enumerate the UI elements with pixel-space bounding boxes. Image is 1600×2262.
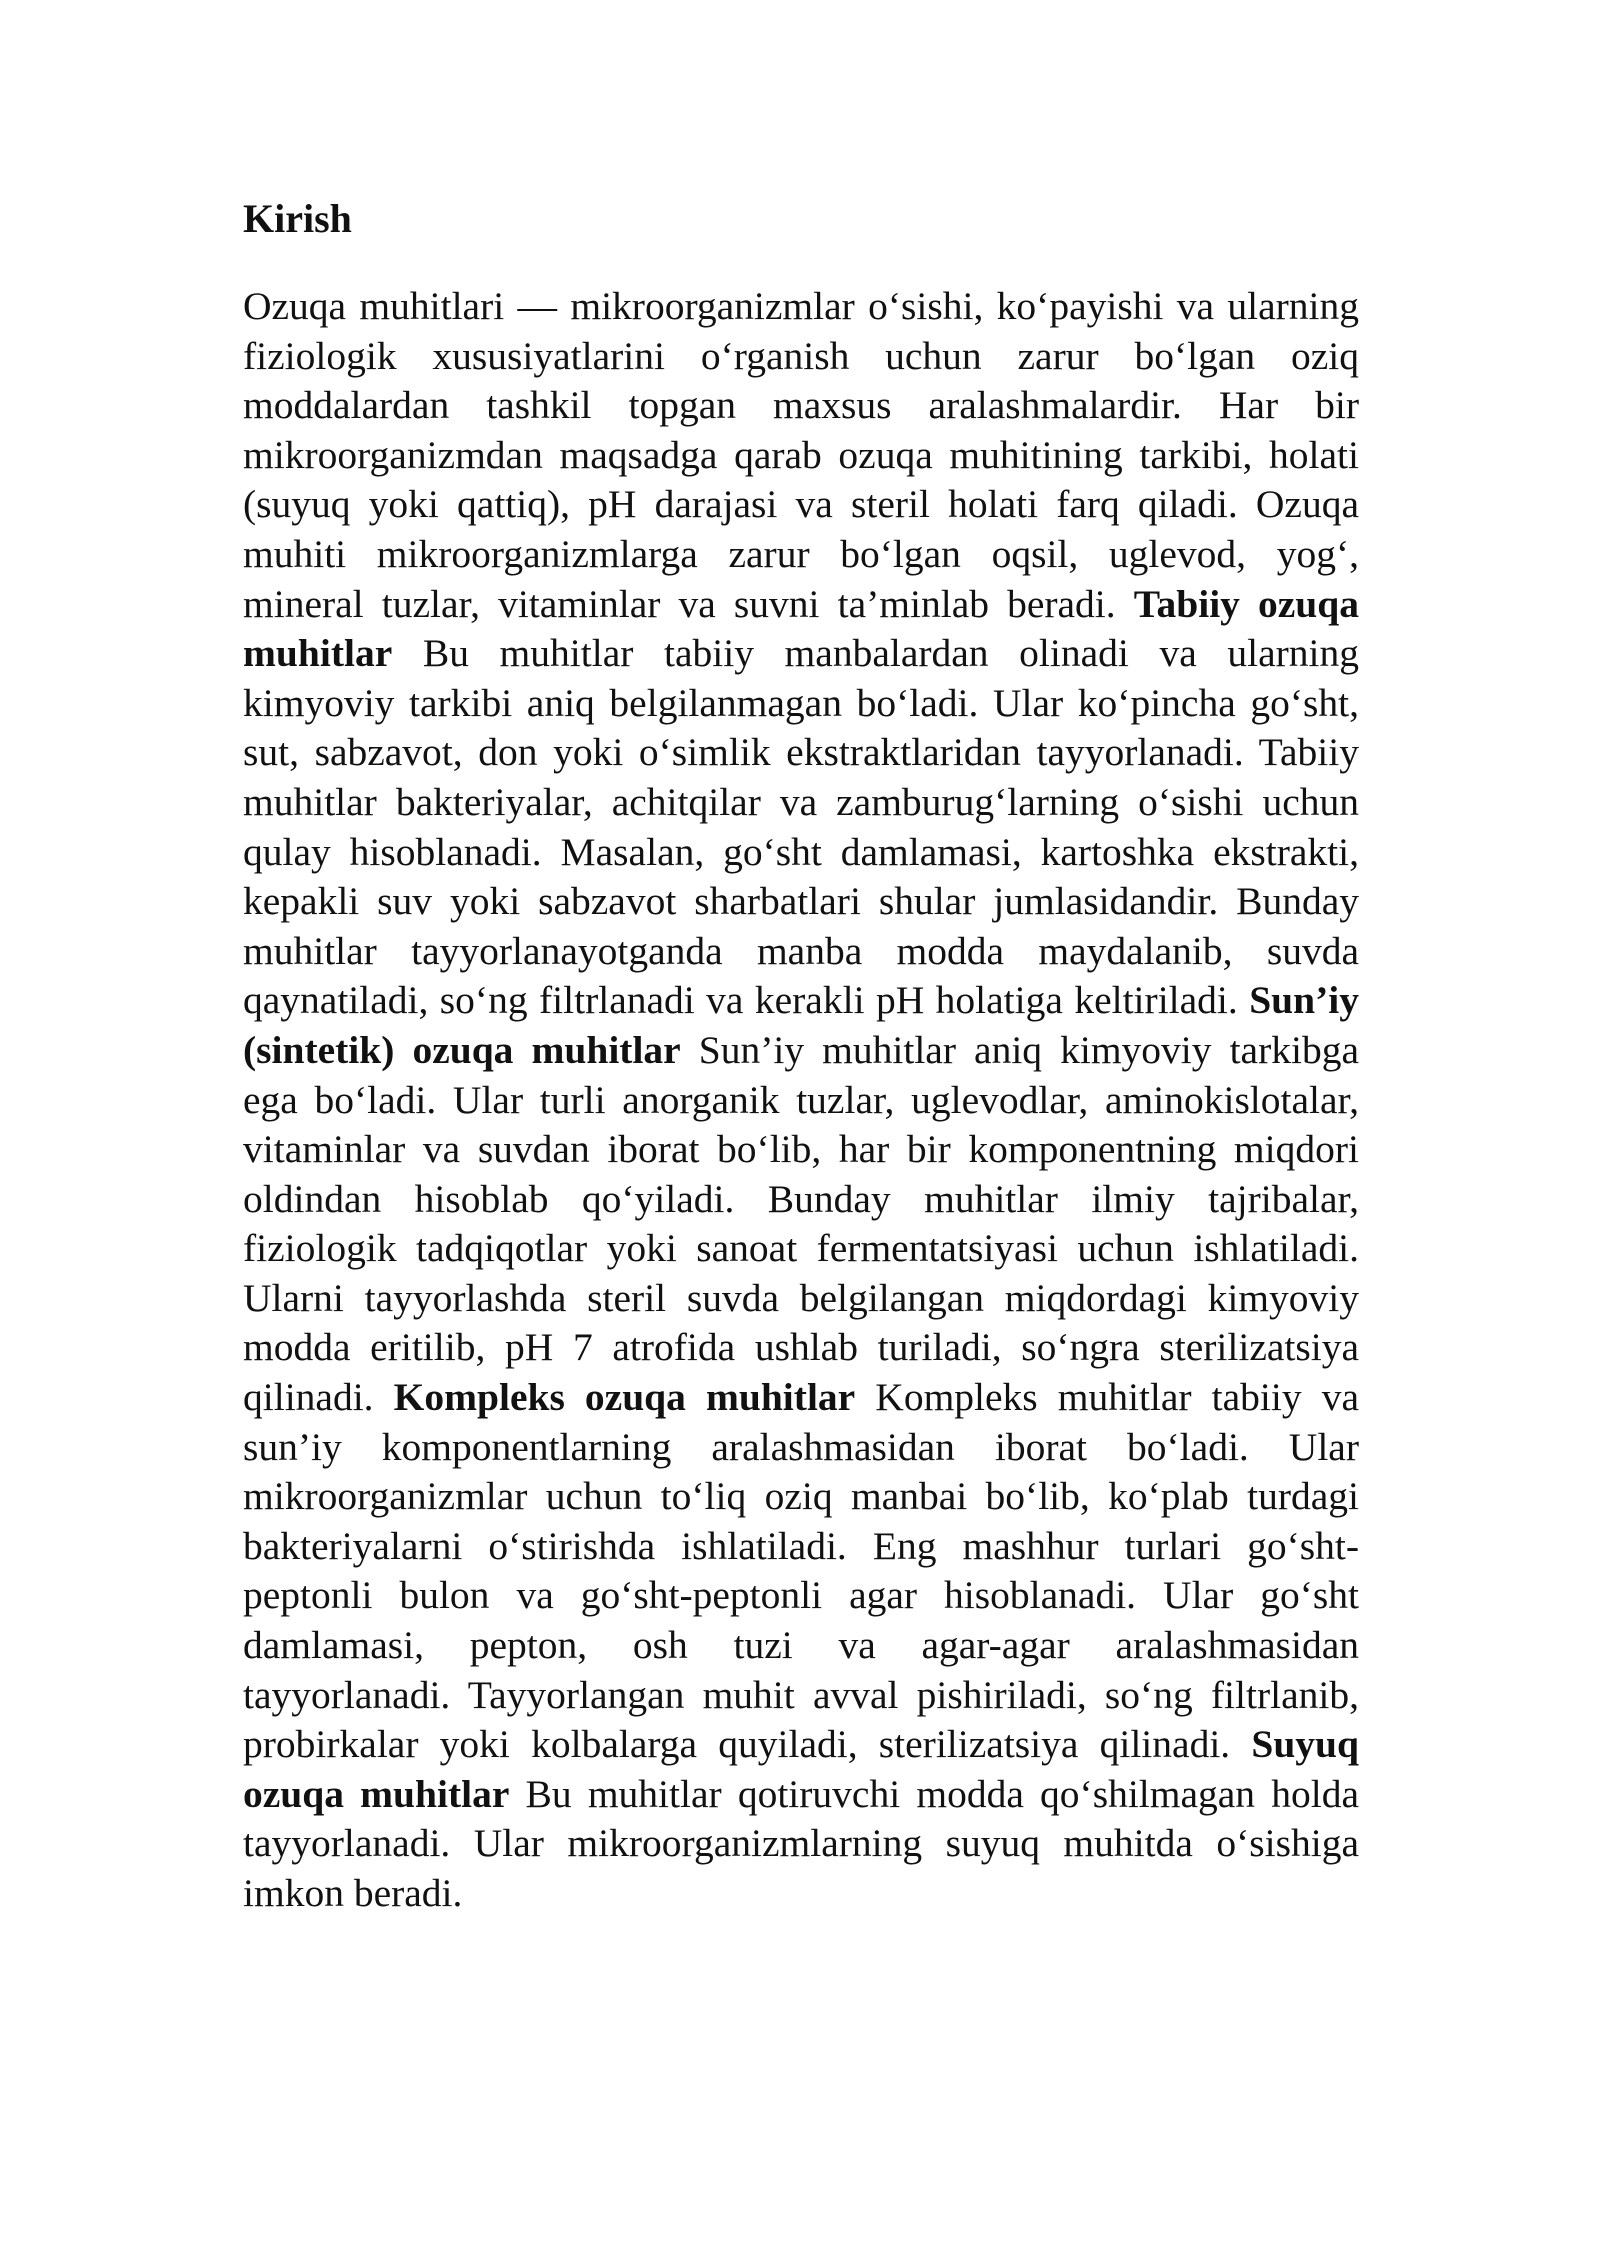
section-heading-natural-media: Tabiiy ozuqa muhitlar — [243, 581, 1359, 676]
section-heading-liquid-media: Suyuq ozuqa muhitlar — [243, 1722, 1359, 1816]
text-segment: Sun’iy muhitlar aniq kimyoviy tarkibga ega bo‘ladi. Ular turli anorganik tuzlar, uglevodlar, aminokislotalar, vitaminlar va suvdan iborat bo‘lib, har bir komponentning miqdori oldindan hisoblab qo‘yiladi. Bunday muhitlar ilmiy tajribalar, fiziologik tadqiqotlar yoki sanoat fermentatsiyasi uchun ishlatiladi. Ularni tayyorlashda steril suvda belgilangan miqdordagi kimyoviy modda eritilib, pH 7 atrofida ushlab turiladi, so‘ngra sterilizatsiya qilinadi. — [243, 1027, 1359, 1420]
text-segment: Kompleks muhitlar tabiiy va sun’iy komponentlarning aralashmasidan iborat bo‘ladi. Ular mikroorganizmlar uchun to‘liq oziq manbai bo‘lib, ko‘plab turdagi bakteriyalarni o‘stirishda ishlatiladi. Eng mashhur turlari go‘sht-peptonli bulon va go‘sht-peptonli agar hisoblanadi. Ular go‘sht damlamasi, pepton, osh tuzi va agar-agar aralashmasidan tayyorlanadi. Tayyorlangan muhit avval pishiriladi, so‘ng filtrlanib, probirkalar yoki kolbalarga quyiladi, sterilizatsiya qilinadi. — [243, 1375, 1359, 1767]
section-heading-synthetic-media: Sun’iy (sintetik) ozuqa muhitlar — [243, 978, 1359, 1072]
text-segment: Bu muhitlar qotiruvchi modda qo‘shilmagan holda tayyorlanadi. Ular mikroorganizmlarning suyuq muhitda o‘sishiga imkon beradi. — [243, 1771, 1359, 1915]
text-segment: Ozuqa muhitlari — mikroorganizmlar o‘sishi, ko‘payishi va ularning fiziologik xususiyatlarini o‘rganish uchun zarur bo‘lgan oziq moddalardan tashkil topgan maxsus aralashmalardir. Har bir mikroorganizmdan maqsadga qarab ozuqa muhitining tarkibi, holati (suyuq yoki qattiq), pH darajasi va steril holati farq qiladi. Ozuqa muhiti mikroorganizmlarga zarur bo‘lgan oqsil, uglevod, yog‘, mineral tuzlar, vitaminlar va suvni ta’minlab beradi. — [243, 284, 1359, 626]
body-paragraph — [243, 282, 1359, 1919]
section-heading-complex-media: Kompleks ozuqa muhitlar — [393, 1375, 856, 1420]
text-segment: Bu muhitlar tabiiy manbalardan olinadi va ularning kimyoviy tarkibi aniq belgilanmagan bo‘ladi. Ular ko‘pincha go‘sht, sut, sabzavot, don yoki o‘simlik ekstraktlaridan tayyorlanadi. Tabiiy muhitlar bakteriyalar, achitqilar va zamburug‘larning o‘sishi uchun qulay hisoblanadi. Masalan, go‘sht damlamasi, kartoshka ekstrakti, kepakli suv yoki sabzavot sharbatlari shular jumlasidandir. Bunday muhitlar tayyorlanayotganda manba modda maydalanib, suvda qaynatiladi, so‘ng filtrlanadi va kerakli pH holatiga keltiriladi. — [243, 631, 1359, 1023]
page-title: Kirish — [243, 196, 352, 241]
